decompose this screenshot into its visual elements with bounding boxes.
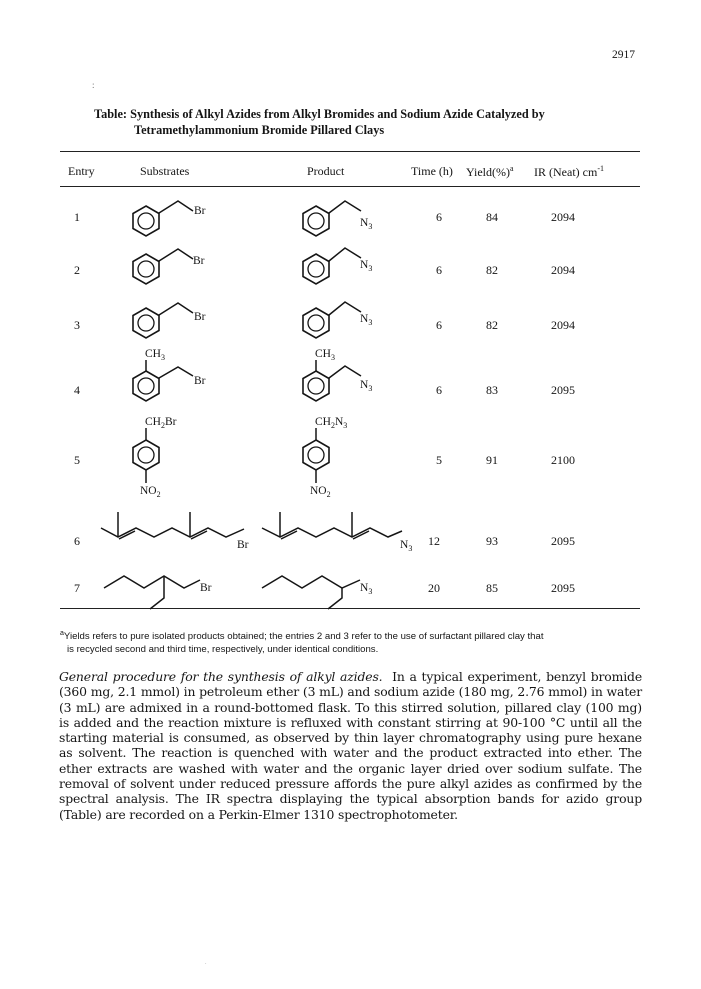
header-yield-sup: a [510, 164, 514, 173]
row3-product-n3 [360, 313, 372, 327]
row3-n3-sub: 3 [368, 318, 373, 327]
row2-n3-n: N [360, 259, 369, 271]
row6-entry: 6 [74, 534, 80, 548]
row6-product-structure [262, 512, 402, 539]
bottom-mark: . [205, 960, 207, 966]
row7-n3-n: N [360, 582, 369, 594]
header-substrates: Substrates [140, 164, 190, 178]
header-ir-label: IR (Neat) cm [534, 165, 598, 179]
row7-yield: 85 [486, 581, 498, 595]
table-title-line1: Table: Synthesis of Alkyl Azides from Alkyl Bromides and Sodium Azide Catalyzed by [94, 107, 545, 121]
row4-prod-ch: CH [315, 348, 331, 360]
row1-ir: 2094 [551, 210, 575, 224]
row5-substrate-ch2br [145, 416, 177, 430]
row1-n3-n: N [360, 217, 369, 229]
row2-yield: 82 [486, 263, 498, 277]
row2-product-structure [303, 248, 361, 284]
row3-substrate-br: Br [194, 311, 206, 323]
row4-sub-ch-sub: 3 [160, 353, 165, 362]
row3-entry: 3 [74, 318, 80, 332]
row4-entry: 4 [74, 383, 80, 397]
procedure-paragraph [59, 669, 642, 822]
row6-yield: 93 [486, 534, 498, 548]
footnote-line2: is recycled second and third time, respectively, under identical conditions. [67, 643, 379, 655]
row4-yield: 83 [486, 383, 498, 397]
row2-ir: 2094 [551, 263, 575, 277]
row5-prod-n-sub: 3 [343, 421, 348, 430]
row5-prod-no-sub: 2 [326, 490, 331, 499]
row5-sub-ch-sub: 2 [160, 421, 165, 430]
row4-product-ch3 [315, 348, 335, 362]
row5-sub-no-sub: 2 [156, 490, 161, 499]
row3-n3-n: N [360, 313, 369, 325]
row3-ir: 2094 [551, 318, 575, 332]
row3-yield: 82 [486, 318, 498, 332]
row5-sub-ch: CH [145, 416, 161, 428]
row2-n3-sub: 3 [368, 264, 373, 273]
row6-time: 12 [428, 534, 440, 548]
row5-yield: 91 [486, 453, 498, 467]
row7-product-n3 [360, 582, 372, 596]
row2-time: 6 [436, 263, 442, 277]
row4-product-structure [303, 360, 361, 401]
row6-n3-sub: 3 [408, 544, 413, 553]
row5-sub-br: Br [164, 416, 177, 428]
table-footnote [60, 628, 645, 656]
side-mark: : [92, 80, 95, 90]
row3-product-structure [303, 302, 361, 338]
row4-ir: 2095 [551, 383, 575, 397]
row4-n3-sub: 3 [368, 384, 373, 393]
row4-sub-ch: CH [145, 348, 161, 360]
procedure-lead: General procedure for the synthesis of alkyl azides. [59, 669, 383, 684]
header-yield-label: Yield(%) [466, 165, 510, 179]
row5-substrate-structure [133, 428, 159, 483]
table-title-line2: Tetramethylammonium Bromide Pillared Clays [134, 123, 385, 137]
row5-prod-n: N [334, 416, 344, 428]
header-time: Time (h) [411, 164, 453, 178]
row4-product-n3 [360, 379, 372, 393]
row6-substrate-structure [101, 512, 244, 539]
footnote-text1: Yields refers to pure isolated products obtained; the entries 2 and 3 refer to the use of surfactant pillared clay that [63, 631, 544, 643]
row7-substrate-structure [104, 576, 200, 609]
row4-substrate-structure [133, 360, 193, 401]
row5-product-no2 [310, 485, 331, 499]
row1-product-structure [303, 201, 361, 236]
row4-prod-ch-sub: 3 [330, 353, 335, 362]
row7-entry: 7 [74, 581, 80, 595]
row2-substrate-br: Br [193, 255, 205, 267]
row6-substrate-br: Br [237, 539, 249, 551]
row2-substrate-structure [133, 249, 193, 284]
row3-substrate-structure [133, 303, 193, 338]
row5-sub-no: NO [140, 485, 157, 497]
header-entry: Entry [68, 164, 95, 178]
row6-n3-n: N [400, 539, 409, 551]
row7-n3-sub: 3 [368, 587, 373, 596]
footnote-marker: a [60, 630, 64, 637]
row5-time: 5 [436, 453, 442, 467]
page-number: 2917 [612, 49, 635, 61]
row1-substrate-structure [133, 201, 193, 236]
row2-entry: 2 [74, 263, 80, 277]
row5-entry: 5 [74, 453, 80, 467]
row1-product-n3 [360, 217, 372, 231]
row1-substrate-br: Br [194, 205, 206, 217]
row6-product-n3 [400, 539, 412, 553]
row7-time: 20 [428, 581, 440, 595]
row1-time: 6 [436, 210, 442, 224]
row4-time: 6 [436, 383, 442, 397]
row1-entry: 1 [74, 210, 80, 224]
row7-ir: 2095 [551, 581, 575, 595]
header-product: Product [307, 164, 345, 178]
row5-prod-ch: CH [315, 416, 331, 428]
row5-product-structure [303, 428, 329, 483]
row1-n3-sub: 3 [368, 222, 373, 231]
row3-time: 6 [436, 318, 442, 332]
row6-ir: 2095 [551, 534, 575, 548]
row4-n3-n: N [360, 379, 369, 391]
row1-yield: 84 [486, 210, 498, 224]
row5-substrate-no2 [140, 485, 161, 499]
row5-ir: 2100 [551, 453, 575, 467]
row5-prod-ch-sub: 2 [330, 421, 335, 430]
header-ir-sup: -1 [597, 164, 604, 173]
row4-substrate-ch3 [145, 348, 165, 362]
row4-substrate-br: Br [194, 375, 206, 387]
row5-prod-no: NO [310, 485, 327, 497]
procedure-body: In a typical experiment, benzyl bromide (360 mg, 2.1 mmol) in petroleum ether (3 mL) and sodium azide (180 mg, 2.76 mmol) in water (3 mL) are admixed in a round-bottomed flask. To this stirred solution, pillared clay (100 mg) is added and the reaction mixture is refluxed with constant stirring at 90-100 °C until all the starting material is consumed, as observed by thin layer chromatography using pure hexane as solvent. The reaction is quenched with water and the product extracted into ether. The ether extracts are washed with water and the organic layer dried over sodium sulfate. The removal of solvent under reduced pressure affords the pure alkyl azides as confirmed by the spectral analysis. The IR spectra displaying the typical absorption bands for azido group (Table) are recorded on a Perkin-Elmer 1310 spectrophotometer. [59, 669, 642, 822]
row5-product-ch2n3 [315, 416, 347, 430]
footnote-line1 [60, 631, 544, 642]
row7-product-structure [262, 576, 360, 609]
row2-product-n3 [360, 259, 372, 273]
row7-substrate-br: Br [200, 582, 212, 594]
